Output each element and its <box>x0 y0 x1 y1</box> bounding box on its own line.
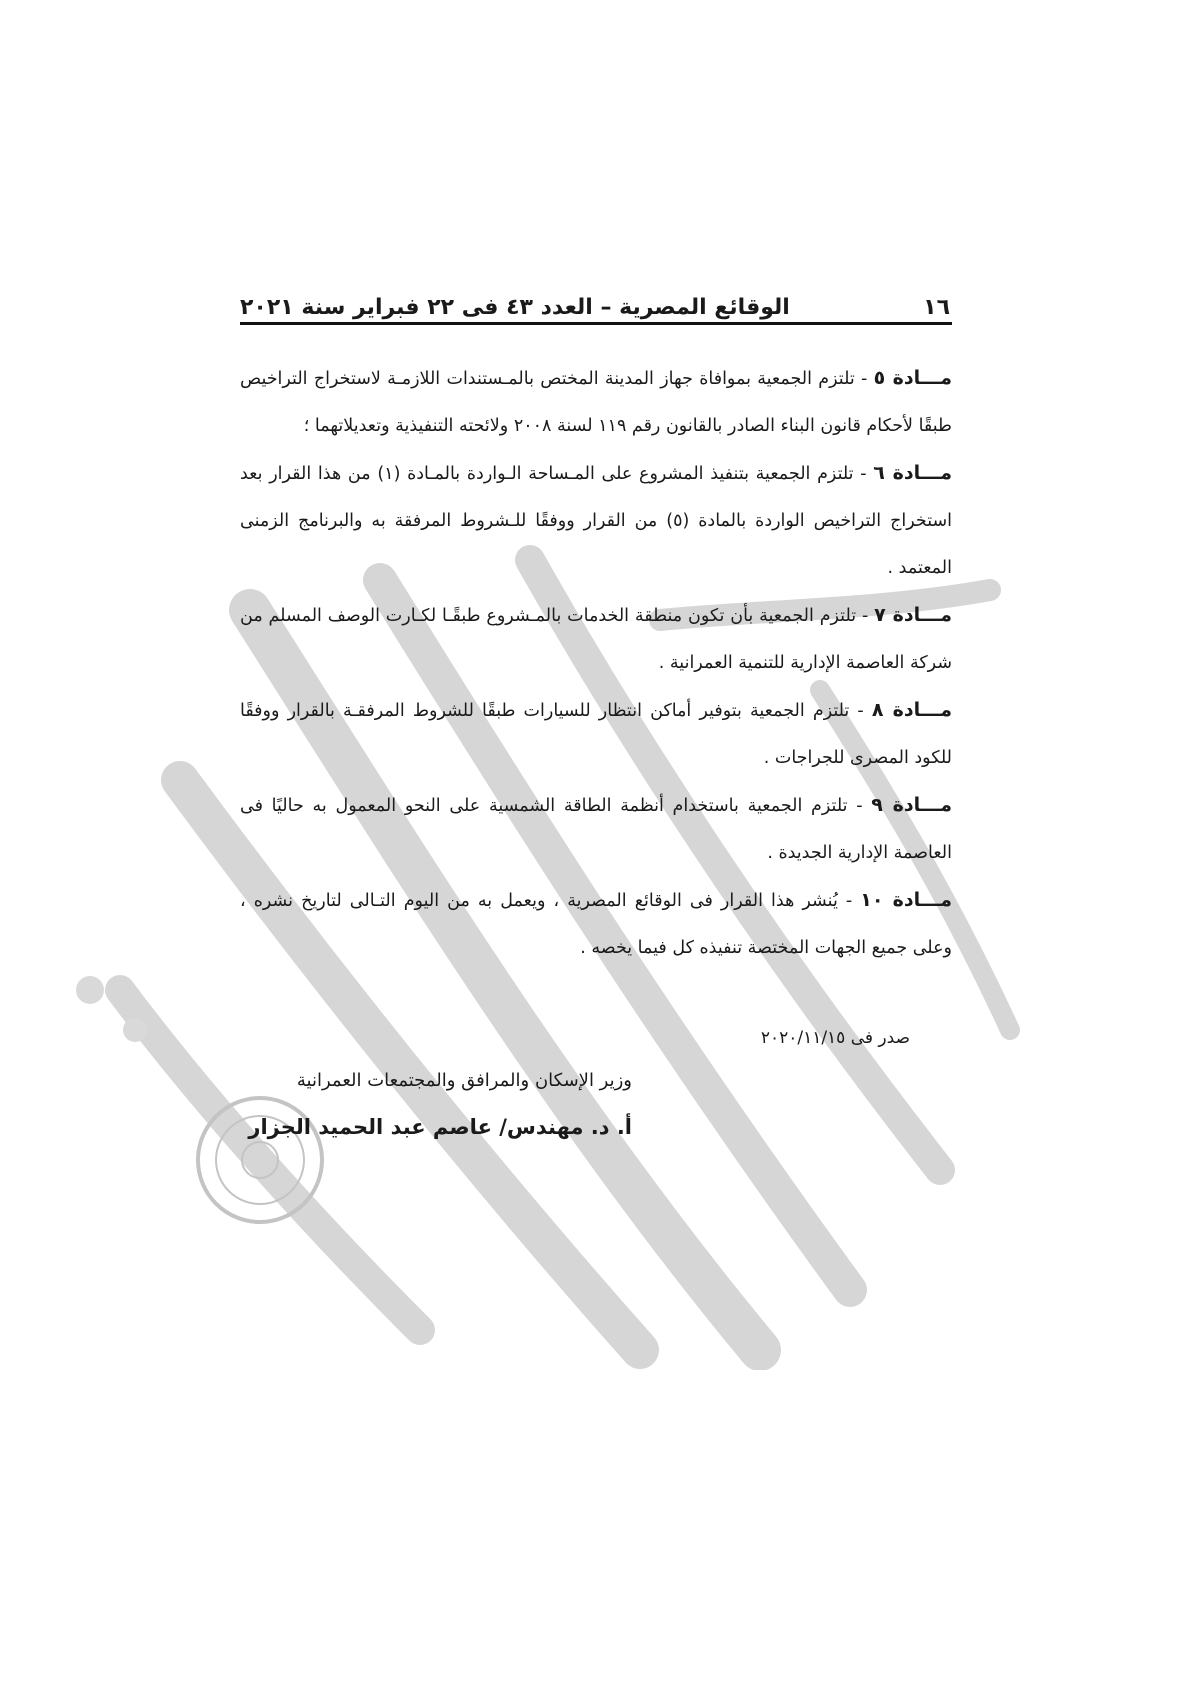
article-text: - تلتزم الجمعية بتوفير أماكن انتظار للسيارات طبقًا للشروط المرفقـة بالقرار ووفقًا للكود المصرى للجراجات . <box>240 701 952 768</box>
article-6 <box>240 450 952 592</box>
page-number: ١٦ <box>923 295 950 320</box>
header-divider <box>240 322 952 325</box>
article-text: - تلتزم الجمعية باستخدام أنظمة الطاقة الشمسية على النحو المعمول به حاليًا فى العاصمة الإدارية الجديدة . <box>240 796 952 863</box>
article-label: مـــادة ٧ <box>874 604 952 626</box>
signatory-title: وزير الإسكان والمرافق والمجتمعات العمرانية <box>296 1070 632 1091</box>
article-9 <box>240 782 952 877</box>
article-label: مـــادة ٨ <box>871 699 952 721</box>
header-title: الوقائع المصرية – العدد ٤٣ فى ٢٢ فبراير سنة ٢٠٢١ <box>240 295 790 320</box>
article-10 <box>240 877 952 972</box>
signatory-name: أ. د. مهندس/ عاصم عبد الحميد الجزار <box>248 1115 632 1139</box>
article-5 <box>240 355 952 450</box>
article-text: - يُنشر هذا القرار فى الوقائع المصرية ، ويعمل به من اليوم التـالى لتاريخ نشره ، وعلى جميع الجهات المختصة تنفيذه كل فيما يخصه . <box>240 891 952 958</box>
article-text: - تلتزم الجمعية بأن تكون منطقة الخدمات بالمـشروع طبقًـا لكـارت الوصف المسلم من شركة العاصمة الإدارية للتنمية العمرانية . <box>240 606 952 673</box>
article-text: - تلتزم الجمعية بتنفيذ المشروع على المـساحة الـواردة بالمـادة (١) من هذا القرار بعد استخراج التراخيص الواردة بالمادة (٥) من القرار ووفقًا للـشروط المرفقة به والبرنامج الزمنى المعتمد . <box>240 464 952 578</box>
article-text: - تلتزم الجمعية بموافاة جهاز المدينة المختص بالمـستندات اللازمـة لاستخراج التراخيص طبقًا لأحكام قانون البناء الصادر بالقانون رقم ١١٩ لسنة ٢٠٠٨ ولائحته التنفيذية وتعديلاتهما ؛ <box>240 369 952 436</box>
issue-date: صدر فى ٢٠٢٠/١١/١٥ <box>760 1028 910 1048</box>
article-8 <box>240 687 952 782</box>
article-label: مـــادة ١٠ <box>860 889 952 911</box>
document-body <box>240 355 952 972</box>
page-header <box>240 270 950 320</box>
article-label: مـــادة ٩ <box>871 794 953 816</box>
article-7 <box>240 592 952 687</box>
article-label: مـــادة ٥ <box>873 367 952 389</box>
article-label: مـــادة ٦ <box>873 462 952 484</box>
